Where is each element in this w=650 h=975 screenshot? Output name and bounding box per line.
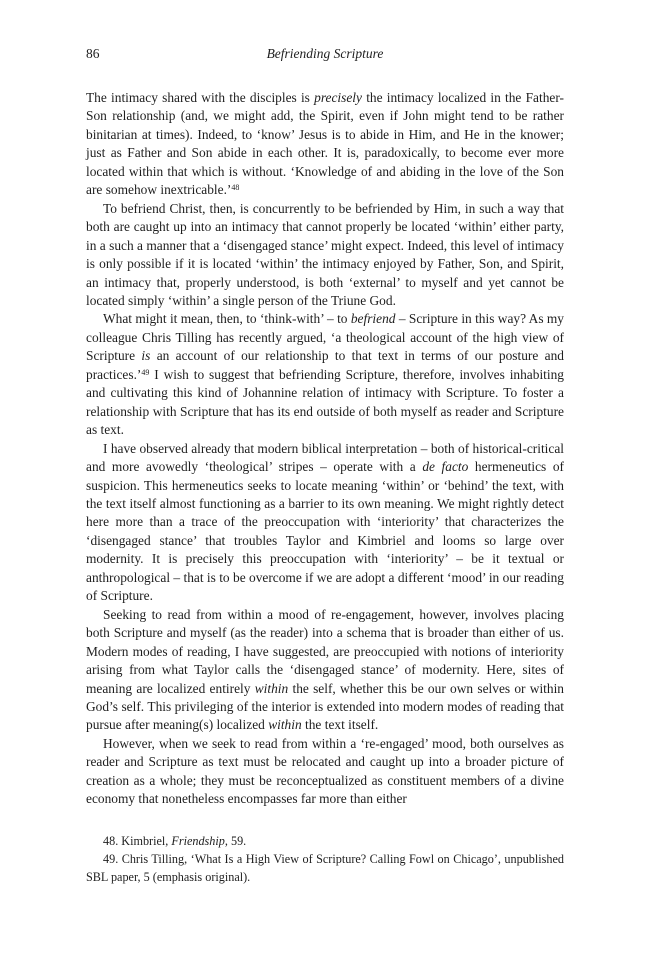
footnote-title: Friendship [171,834,225,848]
paragraph-text: To befriend Christ, then, is concurrently to be befriended by Him, in such a way that both are caught up into an intimacy that cannot properly be located ‘within’ either party, in a such a manner that a ‘disengaged stance’ might expect. Indeed, this level of intimacy is only possible if it is located ‘within’ the intimacy enjoyed by Father, Son, and Spirit, an intimacy that, properly understood, is both ‘external’ to myself and yet cannot be located simply ‘within’ a single person of the Triune God. [86,200,564,308]
paragraph-text: Seeking to read from within a mood of re-engagement, however, involves placing both Scripture and myself (as the reader) into a schema that is broader than either of us. Modern modes of reading, I have suggested, are preoccupied with notions of interiority arising from what Taylor calls the ‘disengaged stance’ of modernity. Here, sites of meaning are localized entirely [86,606,564,696]
footnote-reference-48: 48 [231,183,240,193]
paragraph-text: the intimacy localized in the Father-Son relationship (and, we might add, the Spirit, even if John might tend to be rather binitarian at times). Indeed, to ‘know’ Jesus is to abide in Him, and He in the knower; just as Father and Son abide in each other. It is, paradoxically, to become ever more located within that which is without. ‘Knowledge of and abiding in the love of the Son are somehow inextricable.’ [86,90,564,198]
paragraph-text: the text itself. [301,717,379,733]
footnote-number: 49. [103,852,119,866]
footnote-text: , 59. [224,834,247,848]
body-text [86,89,564,809]
footnote-text: Kimbriel, [118,834,172,848]
emphasis-text: befriend [350,311,396,327]
paragraph-text: I have observed already that modern biblical interpretation – both of historical-critical and more avowedly ‘theological’ stripes – operate with a [86,440,564,475]
paragraph-text: the self, whether this be our own selves or within God’s self. This privileging of the interior is extended into modern modes of reading that pursue after meaning(s) localized [86,680,564,733]
emphasis-text: within [268,717,302,733]
emphasis-text: within [254,680,289,696]
emphasis-text: de facto [422,459,469,475]
paragraph-text: – Scripture in this way? As my colleague Chris Tilling has recently argued, ‘a theological account of the high view of Scripture [86,311,564,364]
footnote-number: 48. [103,834,119,848]
paragraph-2 [86,200,564,311]
paragraph-4 [86,440,564,606]
emphasis-text: is [141,348,151,364]
footnote-text: Chris Tilling, ‘What Is a High View of Scripture? Calling Fowl on Chicago’, unpublished SBL paper, 5 (emphasis original). [86,852,564,884]
paragraph-text: However, when we seek to read from within a ‘re-engaged’ mood, both ourselves as reader and Scripture as text must be relocated and caught up into a broader picture of creation as a whole; they must be reconceptualized as constituent members of a divine economy that nonetheless encompasses far more than either [86,735,564,807]
footnote-48 [86,832,564,850]
paragraph-text: an account of our relationship to that text in terms of our posture and practices.’ [86,348,564,382]
footnote-reference-49: 49 [141,367,150,377]
paragraph-text: What might it mean, then, to ‘think-with’ – to [103,311,351,327]
footnote-49 [86,850,564,886]
paragraph-5 [86,606,564,735]
emphasis-text: precisely [314,90,362,105]
running-head: Befriending Scripture [266,46,384,61]
paragraph-1 [86,89,564,200]
footnotes [86,832,564,886]
paragraph-3 [86,310,564,439]
paragraph-text: The intimacy shared with the disciples is [86,90,315,105]
paragraph-text: I wish to suggest that befriending Scripture, therefore, involves inhabiting and cultivating this kind of Johannine relation of intimacy with Scripture. To foster a relationship with Scripture that has its end outside of both myself as reader and Scripture as text. [86,366,564,438]
paragraph-text: hermeneutics of suspicion. This hermeneutics seeks to locate meaning ‘within’ or ‘behind’ the text, with the text itself almost functioning as a barrier to its own meaning. We might rightly detect here more than a trace of the preoccupation with ‘interiority’ that characterizes the ‘disengaged stance’ that troubles Taylor and Kimbriel and looms so large over modernity. It is precisely this preoccupation with ‘interiority’ – be it textual or anthropological – that is to be overcome if we are adopt a different ‘mood’ in our reading of Scripture. [86,459,565,604]
paragraph-6 [86,735,564,809]
page-number: 86 [86,46,100,61]
